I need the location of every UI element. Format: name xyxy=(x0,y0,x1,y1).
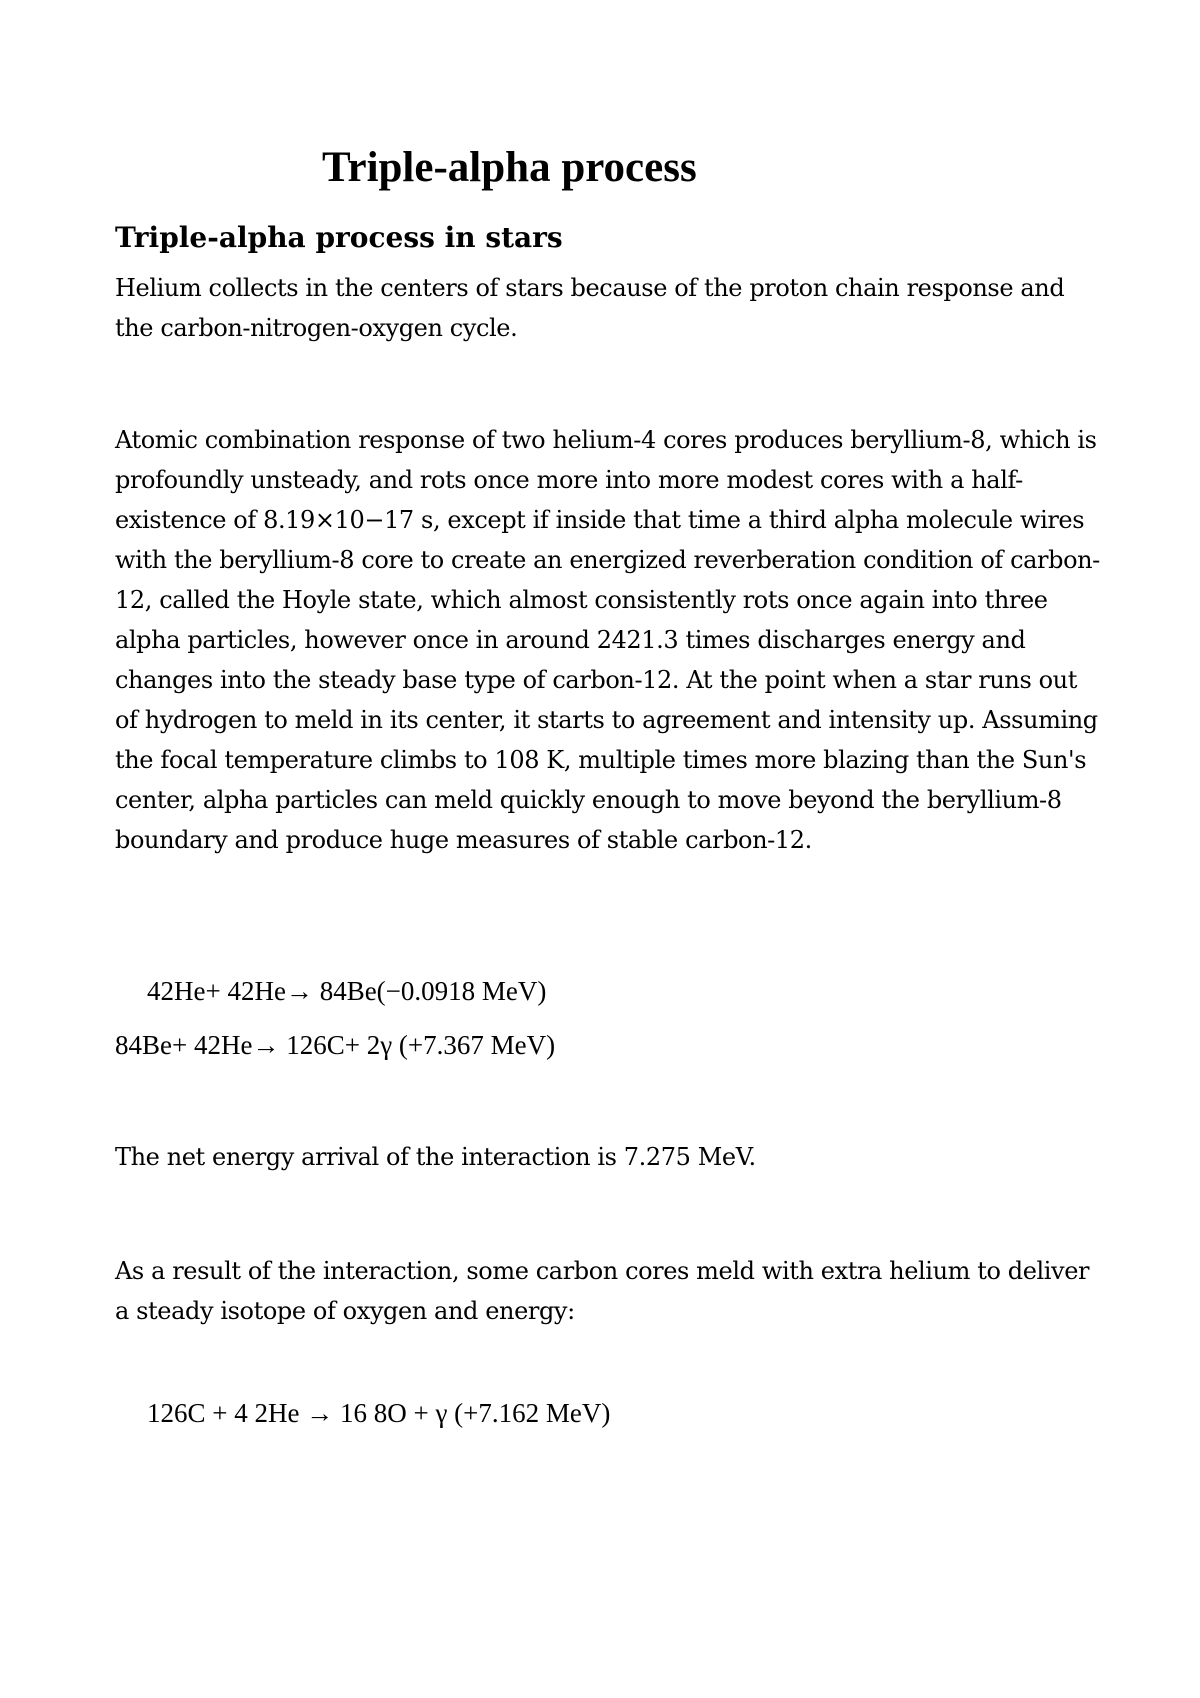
equation-helium-to-beryllium: 42He+ 42He→ 84Be(−0.0918 MeV) xyxy=(147,976,547,1006)
paragraph-helium-collection: Helium collects in the centers of stars because of the proton chain response and the carbon-nitrogen-oxygen cycle. xyxy=(115,274,1065,342)
paragraph-fusion-description: Atomic combination response of two helium-4 cores produces beryllium-8, which is profoundly unsteady, and rots once more into more modest cores with a half-existence of 8.19×10−17 s, except if inside that time a third alpha molecule wires with the beryllium-8 core to create an energized reverberation condition of carbon-12, called the Hoyle state, which almost consistently rots once again into three alpha particles, however once in around 2421.3 times discharges energy and changes into the steady base type of carbon-12. At the point when a star runs out of hydrogen to meld in its center, it starts to agreement and intensity up. Assuming the focal temperature climbs to 108 K, multiple times more blazing than the Sun's center, alpha particles can meld quickly enough to move beyond the beryllium-8 boundary and produce huge measures of stable carbon-12. xyxy=(115,426,1100,854)
equation-beryllium-to-carbon: 84Be+ 42He→ 126C+ 2γ (+7.367 MeV) xyxy=(115,1030,556,1060)
equation-carbon-to-oxygen: 126C + 4 2He → 16 8O + γ (+7.162 MeV) xyxy=(147,1398,611,1428)
document-title: Triple-alpha process xyxy=(322,144,697,191)
paragraph-net-energy: The net energy arrival of the interaction is 7.275 MeV. xyxy=(115,1143,756,1171)
paragraph-oxygen-formation: As a result of the interaction, some carbon cores meld with extra helium to deliver a steady isotope of oxygen and energy: xyxy=(115,1257,1090,1325)
section-heading: Triple-alpha process in stars xyxy=(115,221,563,254)
